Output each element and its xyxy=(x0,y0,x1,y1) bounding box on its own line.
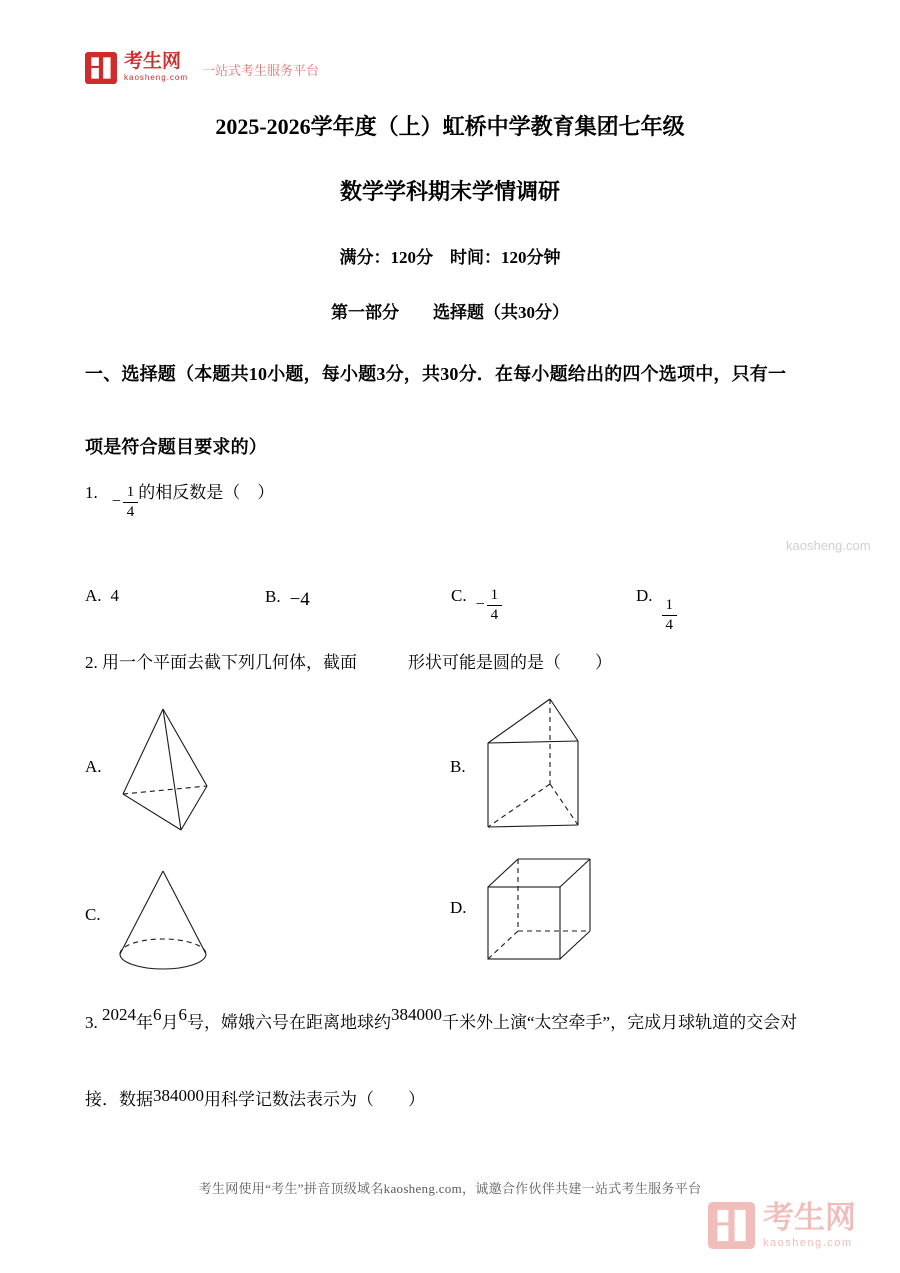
footer-text: 考生网使用“考生”拼音顶级域名kaosheng.com，诚邀合作伙伴共建一站式考生服务平台 xyxy=(198,1181,702,1196)
option-a-value: 4 xyxy=(110,586,120,605)
doc-title-line1: 2025-2026学年度（上）虹桥中学教育集团七年级 xyxy=(215,114,685,139)
fraction-denominator: 4 xyxy=(665,616,674,633)
q3-text-c: 接．数据 xyxy=(85,1090,153,1109)
brand-logo xyxy=(85,52,319,84)
cube-figure xyxy=(486,853,592,963)
q3-text-b: 千米外上演“太空牵手”，完成月球轨道的交会对 xyxy=(442,1013,798,1032)
option-b-label: B. xyxy=(265,587,281,606)
cone-figure xyxy=(117,868,211,974)
question-1-stem xyxy=(85,478,815,520)
option-d xyxy=(636,586,677,633)
option-b xyxy=(265,586,310,608)
figure-a-label: A. xyxy=(85,757,102,776)
q3-distance: 384000 xyxy=(391,1005,442,1024)
question-1-options xyxy=(85,580,815,636)
watermark-domain: kaosheng.com xyxy=(763,1237,853,1249)
instructions-line2: 项是符合题目要求的） xyxy=(85,437,267,457)
option-a xyxy=(85,586,119,606)
q3-text-a: 号，嫦娥六号在距离地球约 xyxy=(187,1013,391,1032)
option-d-fraction xyxy=(662,597,678,633)
kaosheng-watermark-icon xyxy=(708,1202,755,1254)
fraction-denominator: 4 xyxy=(126,503,135,520)
instructions-line1: 一、选择题（本题共10小题，每小题3分，共30分．在每小题给出的四个选项中，只有一 xyxy=(85,364,787,384)
question-2-stem: 2. 用一个平面去截下列几何体，截面 形状可能是圆的是（ ） xyxy=(85,653,612,672)
question-1-fraction xyxy=(112,484,139,520)
triangular-prism-figure xyxy=(486,696,582,831)
option-c xyxy=(451,586,502,623)
brand-tagline: 一站式考生服务平台 xyxy=(202,63,320,78)
doc-title-line2: 数学学科期末学情调研 xyxy=(339,179,560,204)
watermark-text xyxy=(763,1202,856,1249)
fraction-minus-sign: − xyxy=(475,596,485,613)
kaosheng-watermark xyxy=(708,1202,856,1254)
brand-logo-text xyxy=(124,52,188,82)
option-d-label: D. xyxy=(636,586,653,605)
fraction-numerator: 1 xyxy=(662,597,678,616)
option-b-value: −4 xyxy=(289,589,310,610)
doc-score-time: 满分：120分 时间：120分钟 xyxy=(339,248,561,267)
fraction-denominator: 4 xyxy=(490,606,499,623)
q3-text-d: 用科学记数法表示为（ ） xyxy=(204,1090,425,1109)
q3-distance-2: 384000 xyxy=(153,1086,204,1105)
section-heading: 第一部分 选择题（共30分） xyxy=(331,303,569,322)
watermark-name: 考生网 xyxy=(763,1200,856,1235)
option-c-fraction xyxy=(476,587,503,623)
fraction-numerator: 1 xyxy=(487,587,503,606)
q3-day: 6 xyxy=(178,1005,187,1024)
option-a-label: A. xyxy=(85,586,102,605)
brand-name: 考生网 xyxy=(124,51,182,72)
figure-c-label: C. xyxy=(85,905,101,924)
q3-month: 6 xyxy=(153,1005,162,1024)
kaosheng-logo-icon xyxy=(85,52,117,84)
pyramid-figure xyxy=(118,703,213,835)
figure-d-label: D. xyxy=(450,898,467,917)
question-1-text: 的相反数是（ ） xyxy=(138,483,275,502)
fraction-minus-sign: − xyxy=(111,493,121,510)
question-1-number: 1. xyxy=(85,483,98,502)
brand-domain: kaosheng.com xyxy=(124,73,189,82)
side-watermark: kaosheng.com xyxy=(786,538,871,553)
option-c-label: C. xyxy=(451,586,467,605)
figure-b-label: B. xyxy=(450,757,466,776)
question-3-number: 3. xyxy=(85,1013,98,1032)
question-3-line2 xyxy=(85,1085,815,1110)
question-3-line1 xyxy=(85,1005,815,1035)
q3-month-unit: 月 xyxy=(161,1013,179,1032)
fraction-numerator: 1 xyxy=(123,484,139,503)
q3-year: 2024 xyxy=(102,1005,136,1024)
q3-year-unit: 年 xyxy=(136,1013,153,1032)
